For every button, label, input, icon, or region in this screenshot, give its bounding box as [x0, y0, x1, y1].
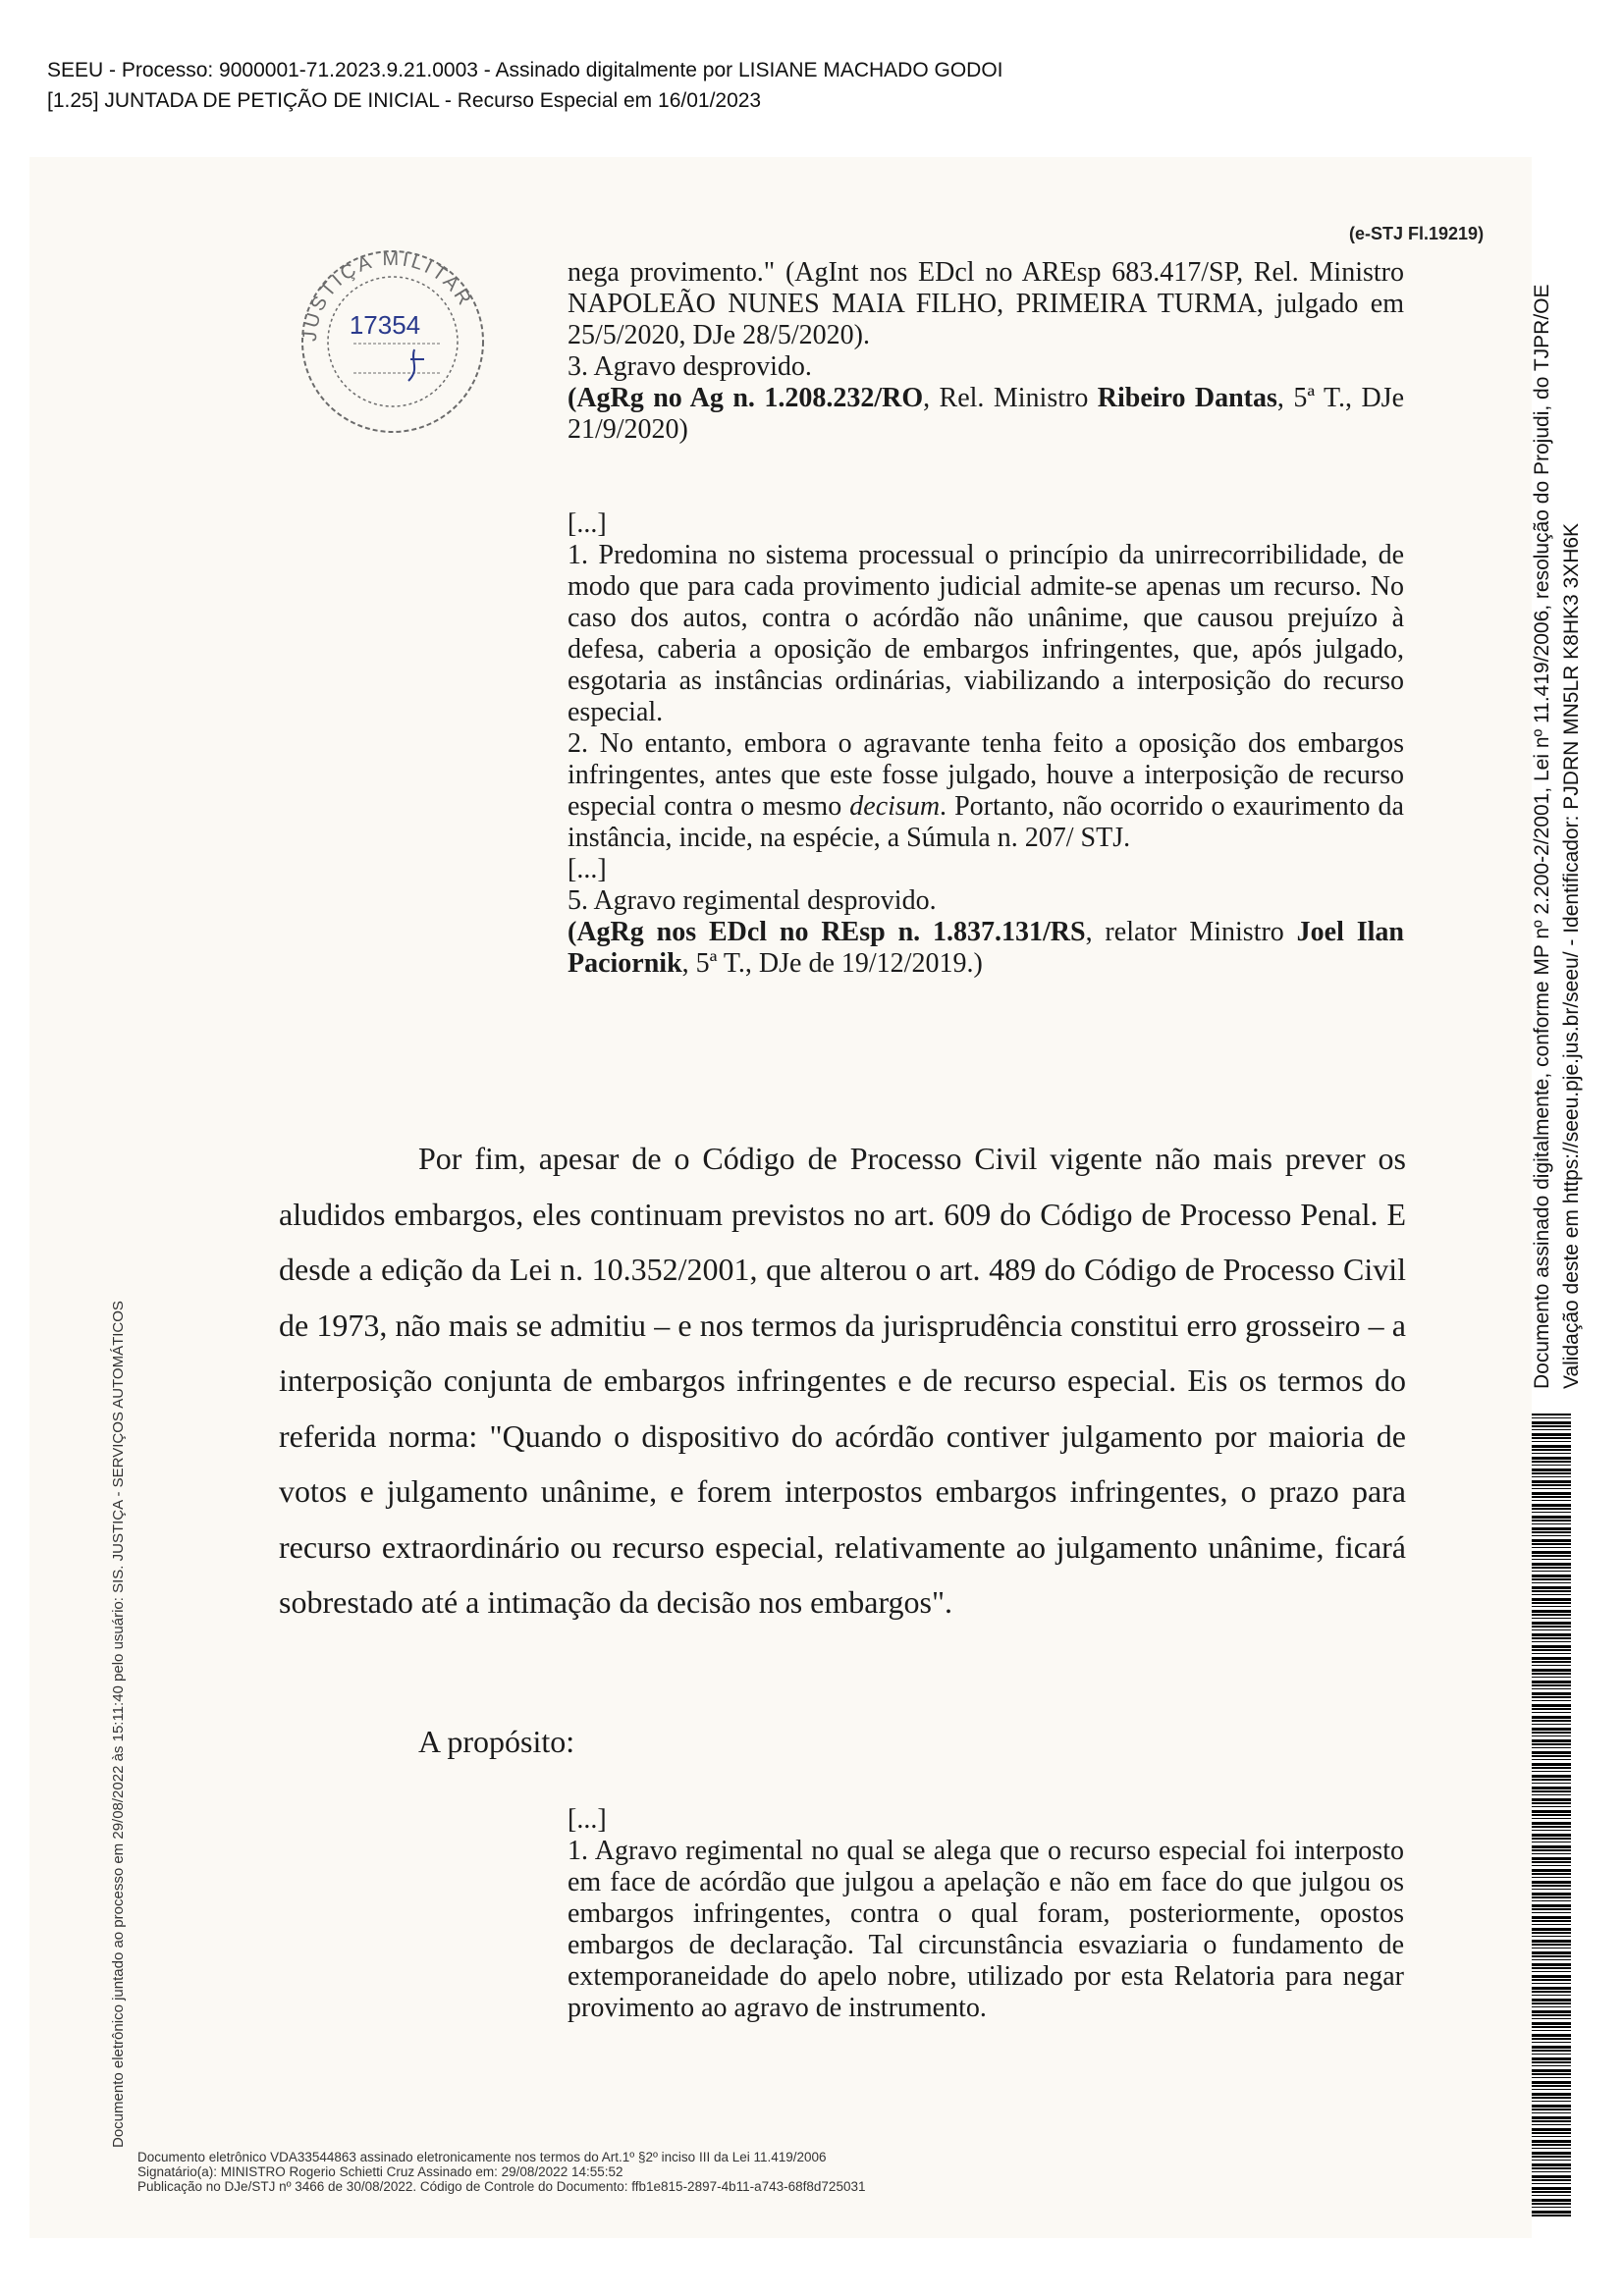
seeu-header [47, 55, 1003, 116]
quote-text: . Portanto, não ocorrido o exaurimento da instância, incide, na espécie, a Súmula n. 207/ STJ. [568, 791, 1404, 853]
ref-text: , Rel. Ministro [923, 383, 1098, 413]
quote-italic: decisum [849, 791, 941, 822]
quote3-item-1: 1. Agravo regimental no qual se alega que o recurso especial foi interposto em face de acórdão que julgou a apelação e não em face do que julgou os embargos infringentes, contra o qual foram, posteriormente, opostos embargos de declaração. Tal circunstância esvaziaria o fundamento de extemporaneidade do apelo nobre, utilizado por esta Relatoria para negar provimento ao agravo de instrumento. [568, 1836, 1404, 2023]
ref-minister: Ribeiro Dantas [1097, 383, 1277, 413]
barcode-icon [1532, 1414, 1571, 2218]
ref-case-number: (AgRg nos EDcl no REsp n. 1.837.131/RS [568, 917, 1086, 947]
quote2-item-2 [568, 728, 1404, 854]
court-stamp-icon [295, 243, 491, 440]
ref-text: , 5ª T., DJe 21/9/2020) [568, 383, 1404, 445]
ellipsis: [...] [568, 508, 607, 539]
quote1-paragraph: nega provimento." (AgInt nos EDcl no AREsp 683.417/SP, Rel. Ministro NAPOLEÃO NUNES MAIA FILHO, PRIMEIRA TURMA, julgado em 25/5/2020, DJe 28/5/2020). [568, 257, 1404, 350]
ellipsis: [...] [568, 1804, 607, 1835]
signature-line-1: Documento assinado digitalmente, conforme MP nº 2.200-2/2001, Lei nº 11.419/2006, resolução do Projudi, do TJPR/OE [1531, 284, 1553, 1389]
quote2-item-5: 5. Agravo regimental desprovido. [568, 885, 937, 916]
quote2-reference [568, 917, 1404, 980]
quote-block-1 [568, 257, 1404, 446]
ellipsis: [...] [568, 854, 607, 884]
signature-line-2: Validação deste em https://seeu.pje.jus.br/seeu/ - Identificador: PJDRN MN5LR K8HK3 3XH6K [1560, 522, 1583, 1389]
quote-block-2 [568, 508, 1404, 980]
quote1-reference [568, 383, 1404, 446]
page-reference: (e-STJ Fl.19219) [1349, 224, 1485, 243]
ref-text: , 5ª T., DJe de 19/12/2019.) [681, 948, 983, 979]
quote1-item-3: 3. Agravo desprovido. [568, 351, 812, 382]
quote-text: 2. No entanto, embora o agravante tenha feito a oposição dos embargos infringentes, antes que este fosse julgado, houve a interposição de recurso especial contra o mesmo [568, 728, 1404, 822]
stamp-ring-text: JUSTIÇA MILITAR [298, 247, 477, 343]
footer-line-2: Signatário(a): MINISTRO Rogerio Schietti Cruz Assinado em: 29/08/2022 14:55:52 [137, 2164, 623, 2179]
header-line-1: SEEU - Processo: 9000001-71.2023.9.21.0003 - Assinado digitalmente por LISIANE MACHADO GODOI [47, 59, 1003, 81]
ref-case-number: (AgRg no Ag n. 1.208.232/RO [568, 383, 924, 413]
stamp-number: 17354 [349, 310, 421, 340]
main-paragraph: Por fim, apesar de o Código de Processo Civil vigente não mais prever os aludidos embargos, eles continuam previstos no art. 609 do Código de Processo Penal. E desde a edição da Lei n. 10.352/2001, que alterou o art. 489 do Código de Processo Civil de 1973, não mais se admitiu – e nos termos da jurisprudência constitui erro grosseiro – a interposição conjunta de embargos infringentes e de recurso especial. Eis os termos do referida norma: "Quando o dispositivo do acórdão contiver julgamento por maioria de votos e julgamento unânime, e forem interpostos embargos infringentes, o prazo para recurso extraordinário ou recurso especial, relativamente ao julgamento unânime, ficará sobrestado até a intimação da decisão nos embargos". [279, 1141, 1406, 1620]
document-footer [137, 2150, 865, 2194]
footer-line-1: Documento eletrônico VDA33544863 assinado eletronicamente nos termos do Art.1º §2º inciso III da Lei 11.419/2006 [137, 2150, 827, 2164]
header-line-2: [1.25] JUNTADA DE PETIÇÃO DE INICIAL - Recurso Especial em 16/01/2023 [47, 89, 762, 112]
a-proposito-heading: A propósito: [418, 1724, 575, 1759]
quote-block-3 [568, 1804, 1404, 2024]
footer-line-3: Publicação no DJe/STJ nº 3466 de 30/08/2022. Código de Controle do Documento: ffb1e815-2897-4b11-a743-68f8d725031 [137, 2179, 866, 2194]
left-margin-note: Documento eletrônico juntado ao processo em 29/08/2022 às 15:11:40 pelo usuário: SIS. JUSTIÇA - SERVIÇOS AUTOMÁTICOS [110, 1301, 127, 2148]
main-paragraph-block [279, 1131, 1406, 1630]
ref-minister: Joel Ilan Paciornik [568, 917, 1404, 979]
quote2-item-1: 1. Predomina no sistema processual o princípio da unirrecorribilidade, de modo que para cada provimento judicial admite-se apenas um recurso. No caso dos autos, contra o acórdão não unânime, que causou prejuízo à defesa, caberia a oposição de embargos infringentes, que, após julgado, esgotaria as instâncias ordinárias, viabilizando a interposição do recurso especial. [568, 540, 1404, 727]
ref-text: , relator Ministro [1085, 917, 1297, 947]
right-margin-signature [1528, 284, 1587, 1389]
